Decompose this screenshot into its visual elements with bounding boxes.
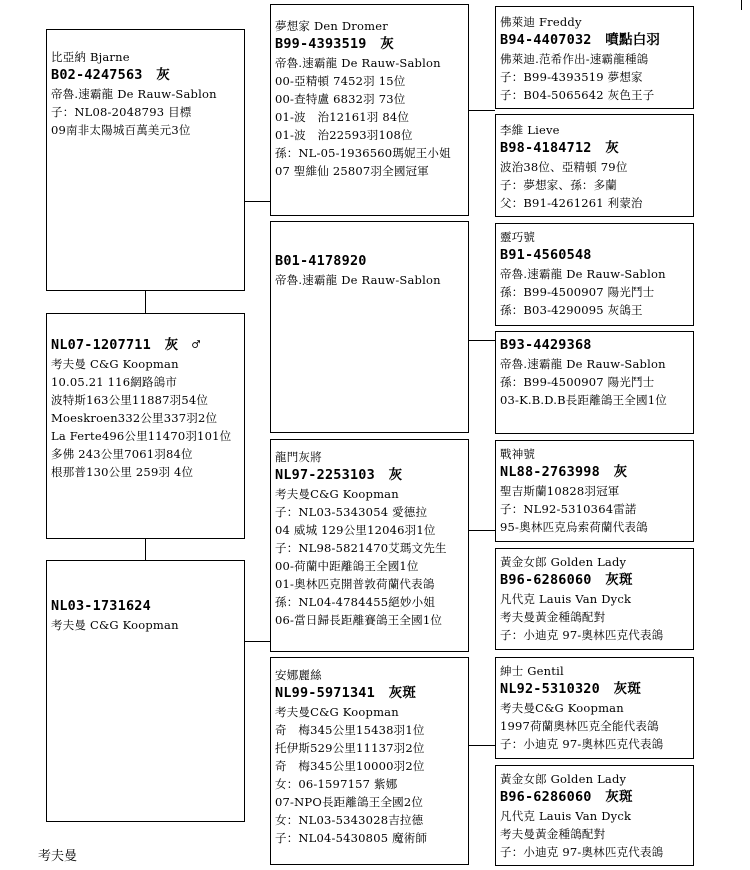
connector-dam-vertical [145, 538, 146, 560]
sire-breeder: 帝魯.速霸龍 De Rauw-Sablon [51, 87, 217, 101]
ggp-8-ring: B96-6286060 灰斑 [500, 789, 633, 805]
subject-result-5: 多佛 243公里7061羽84位 [51, 447, 193, 461]
pedigree-box-ggp-7 [495, 657, 694, 759]
ggp-4-ring: B93-4429368 [500, 337, 592, 353]
pedigree-box-grandsire-sire [270, 4, 469, 216]
subject-ring-number: NL07-1207711 灰 ♂ [51, 337, 201, 353]
ggp-7-name: 紳士 Gentil [500, 664, 564, 678]
gp-ds-line-3: 考夫曼C&G Koopman [275, 487, 399, 501]
ggp-6-line-4: 考夫曼黃金種鴿配對 [500, 610, 606, 624]
gp-ds-line-6: 子：NL98-5821470艾瑪文先生 [275, 541, 447, 555]
pedigree-box-ggp-8 [495, 765, 694, 866]
ggp-4-line-5: 03-K.B.D.B長距離鴿王全國1位 [500, 393, 667, 407]
ggp-1-line-5: 子：B04-5065642 灰色王子 [500, 88, 655, 102]
pedigree-box-ggp-3 [495, 223, 694, 326]
ggp-2-line-5: 父：B91-4261261 利蒙治 [500, 196, 643, 210]
gp-ss-line-6: 01-波 治12161羽 84位 [275, 110, 410, 124]
gp-dd-name: 安娜麗絲 [275, 668, 322, 682]
sire-result: 09南非太陽城百萬美元3位 [51, 123, 191, 137]
connector-gpds-right [468, 530, 495, 531]
pedigree-box-ggp-5 [495, 440, 694, 542]
ggp-8-line-4: 考夫曼黃金種鴿配對 [500, 827, 606, 841]
gp-dd-line-5: 托伊斯529公里11137羽2位 [275, 741, 425, 755]
ggp-1-line-4: 子：B99-4393519 夢想家 [500, 70, 643, 84]
ggp-3-line-3: 帝魯.速霸龍 De Rauw-Sablon [500, 267, 666, 281]
breeder-footer-label: 考夫曼 [38, 849, 78, 864]
ggp-6-ring: B96-6286060 灰斑 [500, 572, 633, 588]
subject-result-2: 波特斯163公里11887羽54位 [51, 393, 209, 407]
page-edge-tick [741, 0, 742, 10]
ggp-6-line-3: 凡代克 Lauis Van Dyck [500, 592, 632, 606]
ggp-6-name: 黃金女郎 Golden Lady [500, 555, 627, 569]
gp-ss-name: 夢想家 Den Dromer [275, 19, 388, 33]
gp-ds-line-7: 00-荷蘭中距離鴿王全國1位 [275, 559, 419, 573]
gp-ds-line-10: 06-當日歸長距離賽鴿王全國1位 [275, 613, 443, 627]
gp-ss-ring: B99-4393519 灰 [275, 36, 395, 52]
gp-ss-line-8: 孫：NL-05-1936560瑪妮王小姐 [275, 146, 451, 160]
gp-dd-line-9: 女：NL03-5343028吉拉德 [275, 813, 424, 827]
ggp-2-name: 李維 Lieve [500, 123, 560, 137]
ggp-3-name: 靈巧號 [500, 230, 536, 244]
gp-ss-line-5: 00-查特盧 6832羽 73位 [275, 92, 406, 106]
ggp-5-name: 戰神號 [500, 447, 536, 461]
subject-breeder: 考夫曼 C&G Koopman [51, 357, 179, 371]
dam-ring-number: NL03-1731624 [51, 598, 151, 614]
sire-offspring: 子：NL08-2048793 目標 [51, 105, 192, 119]
ggp-1-name: 佛萊迪 Freddy [500, 15, 582, 29]
subject-result-3: Moeskroen332公里337羽2位 [51, 411, 218, 425]
pedigree-box-dam [46, 560, 245, 822]
sire-name: 比亞納 Bjarne [51, 50, 130, 64]
ggp-3-ring: B91-4560548 [500, 247, 592, 263]
gp-dd-line-6: 奇 梅345公里10000羽2位 [275, 759, 425, 773]
gp-sd-ring: B01-4178920 [275, 253, 367, 269]
subject-result-1: 10.05.21 116網路鴿市 [51, 375, 178, 389]
ggp-6-line-5: 子：小迪克 97-奧林匹克代表鴿 [500, 628, 664, 642]
connector-sire-vertical [145, 290, 146, 313]
ggp-5-ring: NL88-2763998 灰 [500, 464, 628, 480]
connector-gpdd-right [468, 745, 495, 746]
sire-ring-number: B02-4247563 灰 [51, 67, 171, 83]
connector-gpss-right [468, 110, 495, 111]
pedigree-box-granddam-dam [270, 657, 469, 865]
ggp-4-line-3: 帝魯.速霸龍 De Rauw-Sablon [500, 357, 666, 371]
gp-ds-name: 龍門灰將 [275, 450, 322, 464]
ggp-8-line-3: 凡代克 Lauis Van Dyck [500, 809, 632, 823]
gp-dd-line-10: 子：NL04-5430805 魔術師 [275, 831, 428, 845]
gp-ds-ring: NL97-2253103 灰 [275, 467, 403, 483]
ggp-7-line-3: 考夫曼C&G Koopman [500, 701, 624, 715]
pedigree-box-granddam-sire [270, 221, 469, 433]
ggp-5-line-4: 子：NL92-5310364雷諾 [500, 502, 637, 516]
ggp-1-line-3: 佛萊迪.范希作出-速霸龍種鴿 [500, 52, 649, 66]
gp-sd-breeder: 帝魯.速霸龍 De Rauw-Sablon [275, 273, 441, 287]
ggp-3-line-4: 孫：B99-4500907 陽光鬥士 [500, 285, 655, 299]
ggp-7-line-4: 1997荷蘭奧林匹克全能代表鴿 [500, 719, 659, 733]
ggp-8-line-5: 子：小迪克 97-奧林匹克代表鴿 [500, 845, 664, 859]
ggp-5-line-5: 95-奧林匹克烏索荷蘭代表鴿 [500, 520, 648, 534]
gp-dd-line-8: 07-NPO長距離鴿王全國2位 [275, 795, 424, 809]
pedigree-box-ggp-6 [495, 548, 694, 650]
gp-dd-line-7: 女：06-1597157 紫娜 [275, 777, 398, 791]
pedigree-box-ggp-1 [495, 6, 694, 109]
dam-breeder: 考夫曼 C&G Koopman [51, 618, 179, 632]
ggp-2-line-4: 子：夢想家、孫：多蘭 [500, 178, 617, 192]
ggp-4-line-4: 孫：B99-4500907 陽光鬥士 [500, 375, 655, 389]
pedigree-box-sire [46, 29, 245, 291]
subject-result-6: 根那普130公里 259羽 4位 [51, 465, 194, 479]
gp-ds-line-9: 孫：NL04-4784455絕妙小姐 [275, 595, 436, 609]
ggp-7-ring: NL92-5310320 灰斑 [500, 681, 642, 697]
gp-ds-line-5: 04 威城 129公里12046羽1位 [275, 523, 436, 537]
connector-gpsd-right [468, 340, 495, 341]
pedigree-box-grandsire-dam [270, 439, 469, 652]
connector-dam-to-gp [244, 641, 270, 642]
gp-ds-line-4: 子：NL03-5343054 愛德拉 [275, 505, 428, 519]
ggp-2-ring: B98-4184712 灰 [500, 140, 620, 156]
gp-ss-line-4: 00-亞精頓 7452羽 15位 [275, 74, 406, 88]
pedigree-box-ggp-4 [495, 331, 694, 434]
pedigree-box-ggp-2 [495, 114, 694, 217]
gp-ss-line-7: 01-波 治22593羽108位 [275, 128, 413, 142]
gp-dd-line-3: 考夫曼C&G Koopman [275, 705, 399, 719]
ggp-3-line-5: 孫：B03-4290095 灰鴿王 [500, 303, 643, 317]
ggp-1-ring: B94-4407032 噴點白羽 [500, 32, 661, 48]
gp-ss-line-9: 07 聖維仙 25807羽全國冠軍 [275, 164, 429, 178]
ggp-2-line-3: 波治38位、亞精頓 79位 [500, 160, 628, 174]
connector-sire-to-gp [244, 201, 270, 202]
pedigree-box-subject [46, 313, 245, 539]
ggp-7-line-5: 子：小迪克 97-奧林匹克代表鴿 [500, 737, 664, 751]
subject-result-4: La Ferte496公里11470羽101位 [51, 429, 232, 443]
gp-ds-line-8: 01-奧林匹克開普敦荷蘭代表鴿 [275, 577, 435, 591]
gp-ss-line-3: 帝魯.速霸龍 De Rauw-Sablon [275, 56, 441, 70]
ggp-5-line-3: 聖吉斯蘭10828羽冠軍 [500, 484, 620, 498]
ggp-8-name: 黃金女郎 Golden Lady [500, 772, 627, 786]
gp-dd-line-4: 奇 梅345公里15438羽1位 [275, 723, 425, 737]
gp-dd-ring: NL99-5971341 灰斑 [275, 685, 417, 701]
